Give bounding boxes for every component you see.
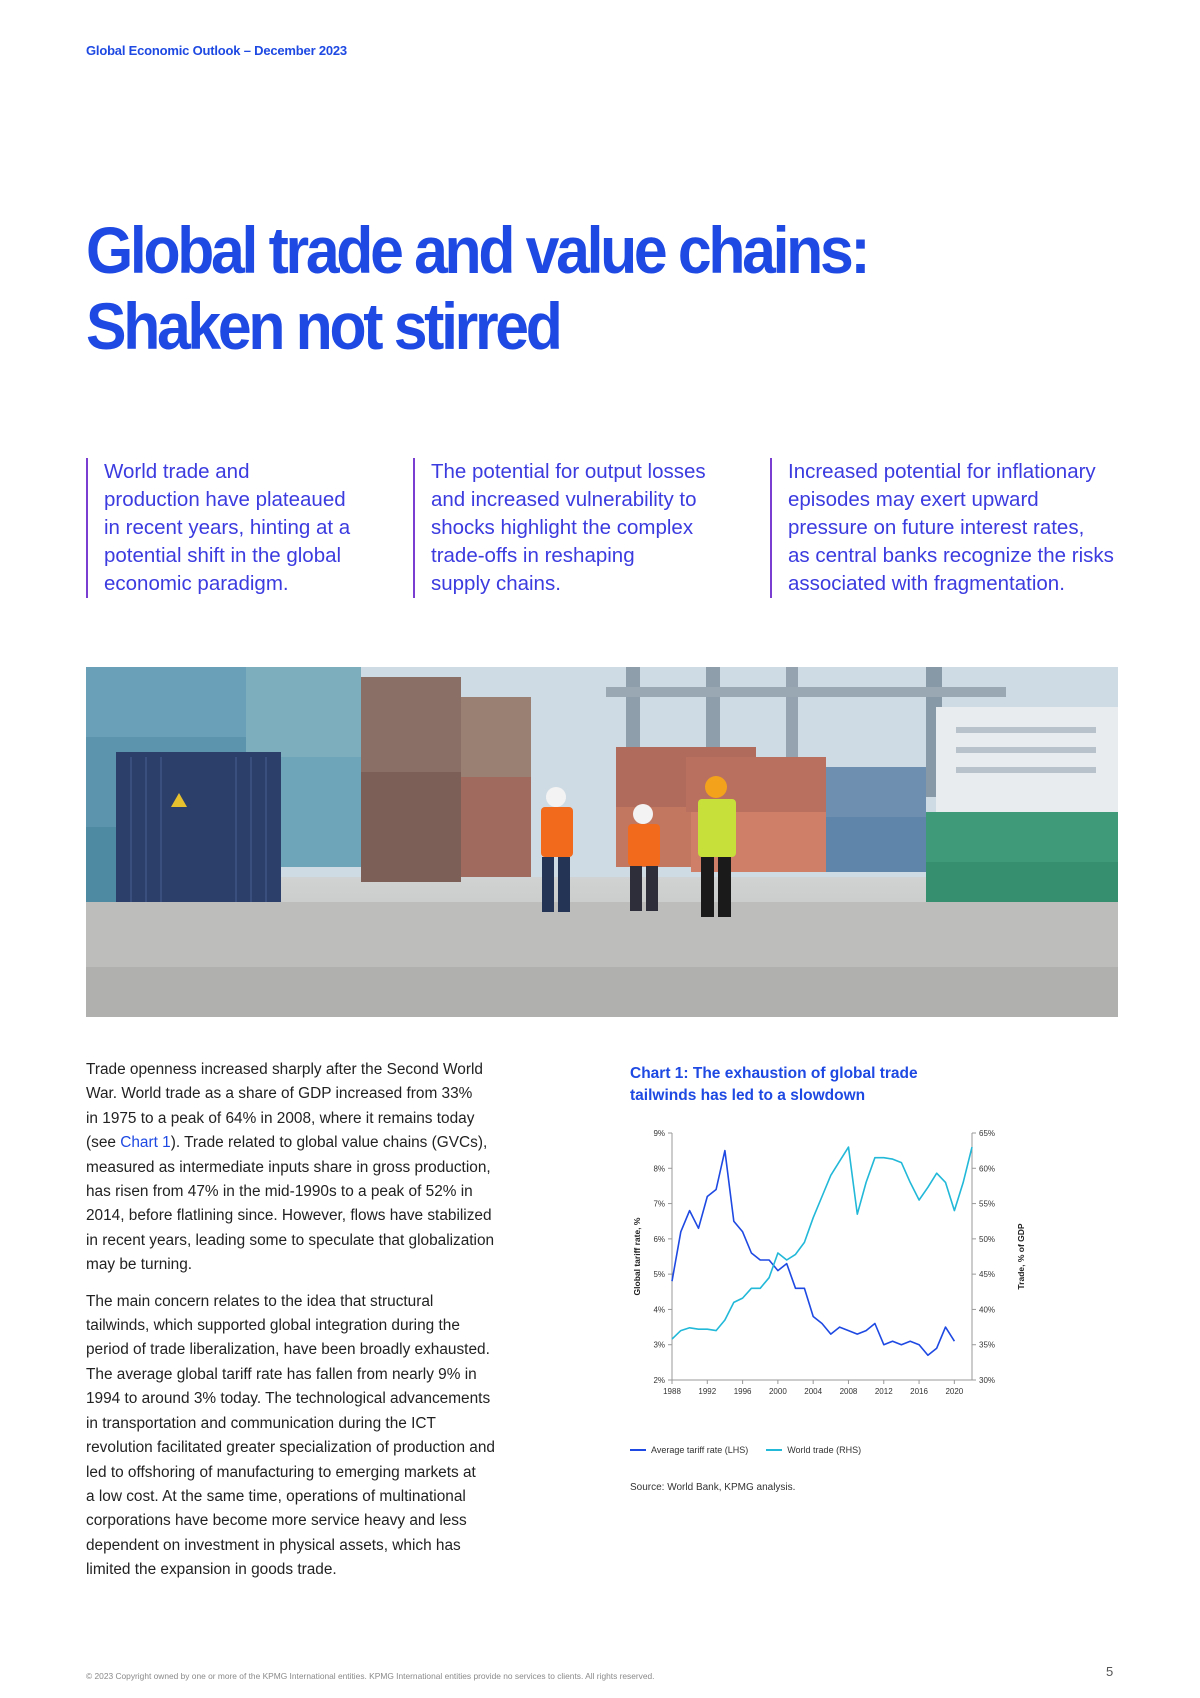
right-tick-label: 50% [979, 1234, 996, 1244]
body-line: Trade openness increased sharply after the Second World [86, 1061, 483, 1078]
callout-line: in recent years, hinting at a [104, 516, 351, 539]
body-text [86, 1058, 576, 1595]
body-line: War. World trade as a share of GDP increased from 33% [86, 1085, 473, 1103]
body-line: may be turning. [86, 1256, 193, 1274]
right-tick-label: 35% [979, 1340, 996, 1350]
body-line: corporations have become more service heavy and less [86, 1512, 467, 1530]
body-line: limited the expansion in goods trade. [86, 1561, 337, 1579]
y-axis-right-label: Trade, % of GDP [1016, 1223, 1026, 1290]
legend-label-tariff: Average tariff rate (LHS) [651, 1445, 749, 1455]
left-tick-label: 3% [653, 1340, 665, 1350]
body-text-fragment: (see [86, 1134, 121, 1152]
callout-line: pressure on future interest rates, [788, 516, 1085, 539]
callout-3 [770, 458, 1114, 598]
body-paragraph-1 [86, 1058, 576, 1278]
body-line: 2014, before flatlining since. However, flows have stabilized [86, 1207, 492, 1225]
body-line: led to offshoring of manufacturing to emerging markets at [86, 1463, 476, 1481]
callout-line: episodes may exert upward [788, 488, 1039, 511]
y-axis-left-label: Global tariff rate, % [632, 1217, 642, 1296]
callout-line: potential shift in the global [104, 544, 342, 567]
title-line-2: Shaken not stirred [86, 289, 560, 363]
left-tick-label: 2% [653, 1376, 665, 1385]
callout-2 [413, 458, 706, 598]
body-line: 1994 to around 3% today. The technological advancements [86, 1390, 491, 1408]
right-tick-label: 60% [979, 1164, 996, 1174]
photo-illustration [86, 667, 1118, 1017]
chart-title-line-2: tailwinds has led to a slowdown [630, 1087, 866, 1104]
series-line-tariff [672, 1151, 954, 1356]
body-line: has risen from 47% in the mid-1990s to a peak of 52% in [86, 1183, 473, 1201]
body-line: The average global tariff rate has fallen from nearly 9% in [86, 1365, 477, 1383]
callout-line: supply chains. [431, 572, 561, 595]
legend-item-tariff [630, 1445, 748, 1455]
chart-title [630, 1063, 918, 1107]
callout-line: World trade and [104, 460, 250, 483]
callout-line: as central banks recognize the risks [788, 544, 1114, 567]
callout-line: Increased potential for inflationary [788, 460, 1096, 483]
body-line: dependent on investment in physical assets, which has [86, 1536, 461, 1554]
x-tick-label: 2016 [910, 1387, 928, 1396]
chart-legend [630, 1445, 861, 1455]
chart-source: Source: World Bank, KPMG analysis. [630, 1482, 796, 1493]
callout-line: The potential for output losses [431, 460, 706, 483]
left-tick-label: 4% [653, 1305, 665, 1315]
chart-1-link[interactable]: Chart 1 [120, 1134, 171, 1152]
series-line-trade [672, 1147, 972, 1339]
x-tick-label: 2000 [768, 1387, 787, 1396]
body-line: in 1975 to a peak of 64% in 2008, where it remains today [86, 1109, 475, 1127]
right-tick-label: 65% [979, 1129, 996, 1138]
x-tick-label: 2004 [804, 1387, 823, 1396]
callout-line: production have plateaued [104, 488, 346, 511]
body-line: revolution facilitated greater specialization of production and [86, 1439, 495, 1457]
callout-1 [86, 458, 350, 598]
chart-title-line-1: Chart 1: The exhaustion of global trade [630, 1065, 918, 1082]
body-line: tailwinds, which supported global integration during the [86, 1317, 460, 1335]
callout-line: economic paradigm. [104, 572, 289, 595]
right-tick-label: 45% [979, 1270, 996, 1280]
right-tick-label: 40% [979, 1305, 996, 1315]
copyright-footer: © 2023 Copyright owned by one or more of the KPMG International entities. KPMG International entities provide no services to clients. All rights reserved. [86, 1671, 655, 1681]
left-tick-label: 8% [653, 1164, 665, 1174]
callout-line: and increased vulnerability to [431, 488, 697, 511]
left-tick-label: 5% [653, 1270, 665, 1280]
right-tick-label: 30% [979, 1376, 996, 1385]
callout-line: trade-offs in reshaping [431, 544, 635, 567]
callout-line: shocks highlight the complex [431, 516, 694, 539]
shipping-container-workers-photo [86, 667, 1118, 1017]
body-line: measured as intermediate inputs share in gross production, [86, 1158, 491, 1176]
callout-line: associated with fragmentation. [788, 572, 1065, 595]
key-takeaways [86, 458, 1118, 598]
legend-swatch-tariff [630, 1449, 646, 1451]
legend-label-trade: World trade (RHS) [787, 1445, 862, 1455]
x-tick-label: 2012 [874, 1387, 893, 1396]
body-paragraph-2 [86, 1290, 576, 1583]
legend-swatch-trade [766, 1449, 782, 1451]
x-tick-label: 2020 [945, 1387, 964, 1396]
x-tick-label: 1996 [733, 1387, 752, 1396]
title-line-1: Global trade and value chains: [86, 213, 868, 287]
x-tick-label: 1992 [698, 1387, 717, 1396]
x-tick-label: 2008 [839, 1387, 858, 1396]
left-tick-label: 6% [653, 1234, 665, 1244]
legend-item-trade [766, 1445, 861, 1455]
left-tick-label: 9% [653, 1129, 665, 1138]
running-head: Global Economic Outlook – December 2023 [86, 43, 347, 58]
body-line: a low cost. At the same time, operations of multinational [86, 1487, 466, 1505]
x-tick-label: 1988 [663, 1387, 681, 1396]
page-number: 5 [1106, 1664, 1114, 1679]
body-line: period of trade liberalization, have been broadly exhausted. [86, 1341, 490, 1359]
body-line [86, 1131, 576, 1155]
left-tick-label: 7% [653, 1199, 665, 1209]
body-line: in recent years, leading some to speculate that globalization [86, 1231, 495, 1249]
body-text-fragment: ). Trade related to global value chains (GVCs), [170, 1134, 488, 1152]
body-line: The main concern relates to the idea that structural [86, 1292, 434, 1310]
right-tick-label: 55% [979, 1199, 996, 1209]
body-line: in transportation and communication during the ICT [86, 1414, 436, 1432]
trade-tariff-chart [622, 1115, 1112, 1435]
page-title [86, 212, 867, 364]
